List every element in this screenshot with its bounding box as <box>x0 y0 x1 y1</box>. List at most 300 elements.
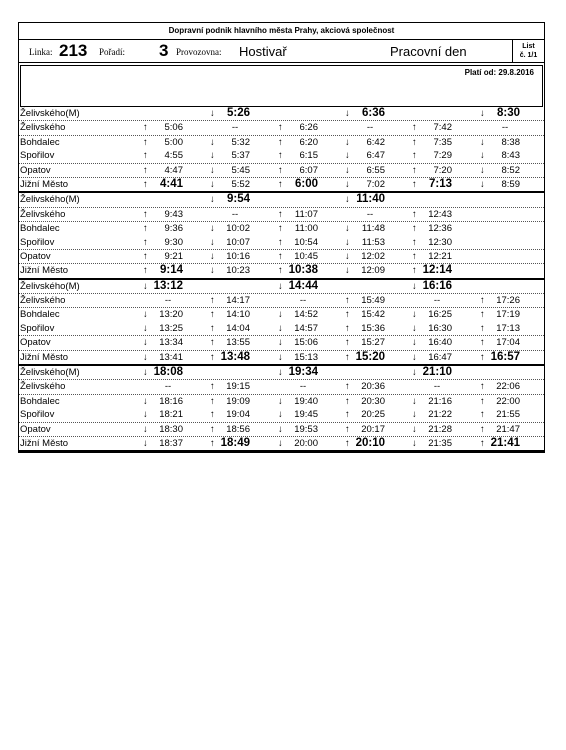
departure-time: 17:04 <box>496 337 520 349</box>
time-cell <box>345 336 405 349</box>
time-cell <box>412 322 472 335</box>
stop-name: Želivského <box>20 295 66 307</box>
stop-name: Bohdalec <box>20 309 60 321</box>
arrow-down-icon: ↓ <box>345 178 350 190</box>
time-cell <box>345 408 405 421</box>
time-cell <box>412 136 472 149</box>
arrow-up-icon: ↑ <box>210 322 215 334</box>
arrow-up-icon: ↑ <box>345 351 350 363</box>
stop-name: Opatov <box>20 337 51 349</box>
table-row <box>19 222 544 235</box>
departure-time: 15:49 <box>361 295 385 307</box>
departure-time: 13:12 <box>153 279 183 292</box>
departure-time: 10:23 <box>226 265 250 277</box>
time-cell <box>210 322 270 335</box>
time-cell <box>143 380 203 393</box>
arrow-down-icon: ↓ <box>210 265 215 277</box>
arrow-up-icon: ↑ <box>480 409 485 421</box>
table-row <box>19 308 544 321</box>
arrow-up-icon: ↑ <box>278 150 283 162</box>
bottom-rule <box>19 450 544 452</box>
time-cell <box>278 107 338 120</box>
departure-time: 8:43 <box>501 150 520 162</box>
poradi-number: 3 <box>159 41 169 60</box>
departure-time: 12:02 <box>361 250 385 262</box>
time-cell <box>480 107 540 120</box>
time-cell <box>345 437 405 450</box>
departure-time: 5:37 <box>231 150 250 162</box>
time-cell <box>210 437 270 450</box>
time-cell <box>278 236 338 249</box>
time-cell <box>278 294 338 307</box>
time-cell <box>480 193 540 206</box>
departure-time: 17:26 <box>496 295 520 307</box>
arrow-down-icon: ↓ <box>412 280 417 292</box>
arrow-up-icon: ↑ <box>143 236 148 248</box>
time-cell <box>412 336 472 349</box>
arrow-down-icon: ↓ <box>412 423 417 435</box>
departure-time: 11:53 <box>361 236 385 248</box>
time-cell <box>210 423 270 436</box>
time-cell <box>143 423 203 436</box>
time-cell <box>143 208 203 221</box>
time-cell <box>210 336 270 349</box>
departure-time: 8:30 <box>496 107 520 119</box>
validity-box <box>20 65 543 107</box>
arrow-down-icon: ↓ <box>210 164 215 176</box>
table-row <box>19 322 544 336</box>
time-cell <box>480 308 540 321</box>
departure-time: 11:07 <box>294 208 318 220</box>
departure-time: -- <box>231 122 239 134</box>
time-cell <box>143 107 203 120</box>
arrow-up-icon: ↑ <box>412 164 417 176</box>
departure-time: 18:49 <box>220 436 250 449</box>
time-cell <box>210 380 270 393</box>
time-cell <box>345 236 405 249</box>
time-cell <box>143 121 203 134</box>
time-cell <box>412 121 472 134</box>
arrow-up-icon: ↑ <box>278 164 283 176</box>
time-cell <box>345 294 405 307</box>
time-cell <box>143 236 203 249</box>
time-cell <box>480 395 540 408</box>
time-cell <box>143 264 203 277</box>
stop-name: Opatov <box>20 164 51 176</box>
arrow-up-icon: ↑ <box>480 295 485 307</box>
departure-time: 17:19 <box>496 309 520 321</box>
departure-time: 13:41 <box>159 351 183 363</box>
time-cell <box>278 250 338 263</box>
arrow-down-icon: ↓ <box>278 351 283 363</box>
time-cell <box>278 336 338 349</box>
time-cell <box>345 208 405 221</box>
arrow-down-icon: ↓ <box>412 337 417 349</box>
arrow-up-icon: ↑ <box>143 150 148 162</box>
arrow-up-icon: ↑ <box>480 337 485 349</box>
stop-name: Spořilov <box>20 236 55 248</box>
time-cell <box>480 437 540 450</box>
arrow-down-icon: ↓ <box>412 322 417 334</box>
stop-name: Želivského(M) <box>20 194 80 206</box>
departure-time: 6:36 <box>361 107 385 119</box>
arrow-up-icon: ↑ <box>210 437 215 449</box>
departure-time: 20:17 <box>361 423 385 435</box>
time-cell <box>345 423 405 436</box>
arrow-down-icon: ↓ <box>412 395 417 407</box>
time-cell <box>278 121 338 134</box>
time-cell <box>345 193 405 206</box>
time-cell <box>412 149 472 162</box>
departure-time: 7:20 <box>433 164 452 176</box>
departure-time: 13:55 <box>226 337 250 349</box>
time-cell <box>345 136 405 149</box>
time-cell <box>480 136 540 149</box>
departure-time: 20:10 <box>355 436 385 449</box>
time-cell <box>412 380 472 393</box>
time-cell <box>480 250 540 263</box>
arrow-up-icon: ↑ <box>480 322 485 334</box>
arrow-up-icon: ↑ <box>143 122 148 134</box>
arrow-up-icon: ↑ <box>412 265 417 277</box>
time-cell <box>345 222 405 235</box>
arrow-up-icon: ↑ <box>345 423 350 435</box>
time-cell <box>412 222 472 235</box>
arrow-up-icon: ↑ <box>480 423 485 435</box>
departure-time: 9:43 <box>164 208 183 220</box>
departure-time: 6:00 <box>294 177 318 190</box>
time-cell <box>480 264 540 277</box>
departure-time: 13:48 <box>220 350 250 363</box>
time-cell <box>143 408 203 421</box>
time-cell <box>278 380 338 393</box>
departure-time: 19:53 <box>294 423 318 435</box>
arrow-down-icon: ↓ <box>143 309 148 321</box>
departure-time: 18:56 <box>226 423 250 435</box>
departure-time: 19:34 <box>288 366 318 379</box>
arrow-up-icon: ↑ <box>480 437 485 449</box>
timetable-sheet <box>18 22 545 453</box>
arrow-up-icon: ↑ <box>480 395 485 407</box>
stop-name: Želivského <box>20 381 66 393</box>
time-cell <box>412 178 472 191</box>
time-cell <box>345 250 405 263</box>
departure-time: 4:41 <box>159 177 183 190</box>
departure-time: -- <box>366 122 374 134</box>
departure-time: 6:42 <box>366 136 385 148</box>
time-cell <box>480 351 540 364</box>
arrow-up-icon: ↑ <box>480 381 485 393</box>
arrow-down-icon: ↓ <box>210 136 215 148</box>
arrow-down-icon: ↓ <box>345 265 350 277</box>
departure-time: 12:09 <box>361 265 385 277</box>
arrow-down-icon: ↓ <box>143 395 148 407</box>
stop-name: Opatov <box>20 423 51 435</box>
arrow-up-icon: ↑ <box>210 351 215 363</box>
departure-time: 19:15 <box>226 381 250 393</box>
time-cell <box>143 336 203 349</box>
departure-time: 7:35 <box>433 136 452 148</box>
departure-time: 12:36 <box>428 223 452 235</box>
stop-name: Bohdalec <box>20 136 60 148</box>
time-cell <box>278 322 338 335</box>
departure-time: 19:45 <box>294 409 318 421</box>
arrow-down-icon: ↓ <box>345 223 350 235</box>
arrow-down-icon: ↓ <box>345 250 350 262</box>
arrow-up-icon: ↑ <box>412 236 417 248</box>
list-number: č. 1/1 <box>519 52 538 59</box>
departure-time: 14:10 <box>226 309 250 321</box>
arrow-down-icon: ↓ <box>345 108 350 119</box>
arrow-down-icon: ↓ <box>480 164 485 176</box>
departure-time: 10:54 <box>294 236 318 248</box>
time-cell <box>345 149 405 162</box>
time-cell <box>278 408 338 421</box>
arrow-down-icon: ↓ <box>278 367 283 379</box>
valid-from: Platí od: 29.8.2016 <box>464 68 534 77</box>
departure-time: 18:21 <box>159 409 183 421</box>
departure-time: 22:00 <box>496 395 520 407</box>
time-cell <box>143 308 203 321</box>
time-cell <box>278 280 338 293</box>
departure-time: 11:40 <box>356 193 385 206</box>
arrow-down-icon: ↓ <box>143 409 148 421</box>
time-cell <box>278 264 338 277</box>
table-row <box>19 336 544 350</box>
arrow-up-icon: ↑ <box>345 295 350 307</box>
stop-name: Jižní Město <box>20 351 69 363</box>
arrow-down-icon: ↓ <box>143 423 148 435</box>
table-row <box>19 408 544 422</box>
arrow-down-icon: ↓ <box>278 280 283 292</box>
departure-time: 12:21 <box>428 250 452 262</box>
departure-time: 16:16 <box>422 279 452 292</box>
departure-time: 15:42 <box>361 309 385 321</box>
time-cell <box>143 294 203 307</box>
time-cell <box>480 208 540 221</box>
departure-time: 14:52 <box>294 309 318 321</box>
departure-time: 18:30 <box>159 423 183 435</box>
table-row <box>19 236 544 250</box>
departure-time: 5:00 <box>164 136 183 148</box>
departure-time: 12:14 <box>422 264 452 277</box>
time-cell <box>412 236 472 249</box>
table-row <box>19 208 544 222</box>
trip-block <box>19 107 544 191</box>
arrow-up-icon: ↑ <box>278 265 283 277</box>
arrow-up-icon: ↑ <box>278 136 283 148</box>
departure-time: 22:06 <box>496 381 520 393</box>
departure-time: 14:04 <box>226 322 250 334</box>
table-row <box>19 136 544 149</box>
table-row <box>19 178 544 191</box>
linka-label: Linka: <box>29 47 53 57</box>
time-cell <box>345 121 405 134</box>
stop-name: Želivského(M) <box>20 108 80 119</box>
arrow-down-icon: ↓ <box>143 437 148 449</box>
arrow-up-icon: ↑ <box>210 395 215 407</box>
header-row <box>19 40 544 63</box>
departure-time: 16:30 <box>428 322 452 334</box>
provozovna-name: Hostivař <box>239 44 287 59</box>
departure-time: 5:26 <box>226 107 250 119</box>
departure-time: 7:42 <box>433 122 452 134</box>
company-name: Dopravní podnik hlavního města Prahy, akciová společnost <box>19 23 544 40</box>
departure-time: 7:29 <box>433 150 452 162</box>
arrow-up-icon: ↑ <box>480 351 485 363</box>
departure-time: 13:25 <box>159 322 183 334</box>
departure-time: 9:14 <box>159 264 183 277</box>
arrow-down-icon: ↓ <box>210 250 215 262</box>
time-cell <box>412 264 472 277</box>
time-cell <box>143 178 203 191</box>
time-cell <box>412 208 472 221</box>
departure-time: 12:30 <box>428 236 452 248</box>
departure-time: 5:06 <box>164 122 183 134</box>
departure-time: 18:08 <box>153 366 183 379</box>
arrow-up-icon: ↑ <box>278 122 283 134</box>
stop-name: Bohdalec <box>20 223 60 235</box>
arrow-down-icon: ↓ <box>210 178 215 190</box>
table-row <box>19 366 544 380</box>
time-cell <box>278 193 338 206</box>
departure-time: 8:59 <box>501 178 520 190</box>
arrow-down-icon: ↓ <box>345 236 350 248</box>
table-row <box>19 250 544 264</box>
day-type: Pracovní den <box>390 44 467 59</box>
time-cell <box>480 236 540 249</box>
table-row <box>19 380 544 394</box>
departure-time: 12:43 <box>428 208 452 220</box>
departure-time: 16:40 <box>428 337 452 349</box>
time-cell <box>143 222 203 235</box>
table-row <box>19 437 544 450</box>
departure-time: 7:13 <box>428 177 452 190</box>
time-cell <box>143 322 203 335</box>
stop-name: Jižní Město <box>20 178 69 190</box>
arrow-up-icon: ↑ <box>143 250 148 262</box>
arrow-down-icon: ↓ <box>412 367 417 379</box>
departure-time: 20:30 <box>361 395 385 407</box>
departure-time: 10:02 <box>226 223 250 235</box>
departure-time: 18:16 <box>159 395 183 407</box>
arrow-down-icon: ↓ <box>278 423 283 435</box>
departure-time: 21:16 <box>428 395 452 407</box>
arrow-down-icon: ↓ <box>278 437 283 449</box>
table-row <box>19 395 544 408</box>
time-cell <box>210 236 270 249</box>
arrow-up-icon: ↑ <box>412 150 417 162</box>
arrow-up-icon: ↑ <box>143 208 148 220</box>
time-cell <box>345 380 405 393</box>
arrow-up-icon: ↑ <box>143 178 148 190</box>
arrow-up-icon: ↑ <box>345 437 350 449</box>
departure-time: 11:48 <box>361 223 385 235</box>
arrow-down-icon: ↓ <box>480 150 485 162</box>
arrow-up-icon: ↑ <box>143 265 148 277</box>
arrow-down-icon: ↓ <box>480 136 485 148</box>
stop-name: Bohdalec <box>20 395 60 407</box>
time-cell <box>210 107 270 120</box>
time-cell <box>345 107 405 120</box>
departure-time: 21:41 <box>490 436 520 449</box>
departure-time: 14:57 <box>294 322 318 334</box>
stop-name: Opatov <box>20 250 51 262</box>
time-cell <box>278 208 338 221</box>
time-cell <box>210 208 270 221</box>
arrow-down-icon: ↓ <box>278 337 283 349</box>
time-cell <box>210 294 270 307</box>
arrow-up-icon: ↑ <box>412 208 417 220</box>
time-cell <box>143 351 203 364</box>
departure-time: 20:36 <box>361 381 385 393</box>
time-cell <box>345 322 405 335</box>
provozovna-label: Provozovna: <box>176 47 222 57</box>
time-cell <box>210 280 270 293</box>
arrow-down-icon: ↓ <box>278 395 283 407</box>
arrow-up-icon: ↑ <box>210 309 215 321</box>
departure-time: 8:38 <box>501 136 520 148</box>
time-cell <box>143 280 203 293</box>
time-cell <box>412 250 472 263</box>
trip-block <box>19 364 544 450</box>
time-cell <box>480 280 540 293</box>
departure-time: 10:45 <box>294 250 318 262</box>
time-cell <box>278 366 338 379</box>
departure-time: -- <box>164 381 172 393</box>
stop-name: Želivského <box>20 122 66 134</box>
departure-time: 13:34 <box>159 337 183 349</box>
departure-time: 14:17 <box>226 295 250 307</box>
arrow-down-icon: ↓ <box>210 150 215 162</box>
arrow-down-icon: ↓ <box>412 409 417 421</box>
departure-time: -- <box>433 381 441 393</box>
time-cell <box>480 294 540 307</box>
time-cell <box>278 308 338 321</box>
arrow-up-icon: ↑ <box>143 136 148 148</box>
time-cell <box>210 408 270 421</box>
departure-time: 6:55 <box>366 164 385 176</box>
list-box <box>512 40 544 62</box>
time-cell <box>412 395 472 408</box>
departure-time: 14:44 <box>288 279 318 292</box>
time-cell <box>278 136 338 149</box>
departure-time: 20:25 <box>361 409 385 421</box>
departure-time: -- <box>299 381 307 393</box>
arrow-up-icon: ↑ <box>210 423 215 435</box>
time-cell <box>210 178 270 191</box>
stop-name: Spořilov <box>20 322 55 334</box>
arrow-down-icon: ↓ <box>278 309 283 321</box>
time-cell <box>210 250 270 263</box>
time-cell <box>345 264 405 277</box>
time-cell <box>345 366 405 379</box>
time-cell <box>480 366 540 379</box>
time-cell <box>278 222 338 235</box>
time-cell <box>210 366 270 379</box>
time-cell <box>412 423 472 436</box>
arrow-up-icon: ↑ <box>412 122 417 134</box>
stop-name: Jižní Město <box>20 265 69 277</box>
departure-time: -- <box>299 295 307 307</box>
arrow-up-icon: ↑ <box>345 322 350 334</box>
table-row <box>19 351 544 364</box>
departure-time: 6:07 <box>299 164 318 176</box>
departure-time: 15:36 <box>361 322 385 334</box>
time-cell <box>210 121 270 134</box>
arrow-up-icon: ↑ <box>210 381 215 393</box>
table-row <box>19 164 544 178</box>
